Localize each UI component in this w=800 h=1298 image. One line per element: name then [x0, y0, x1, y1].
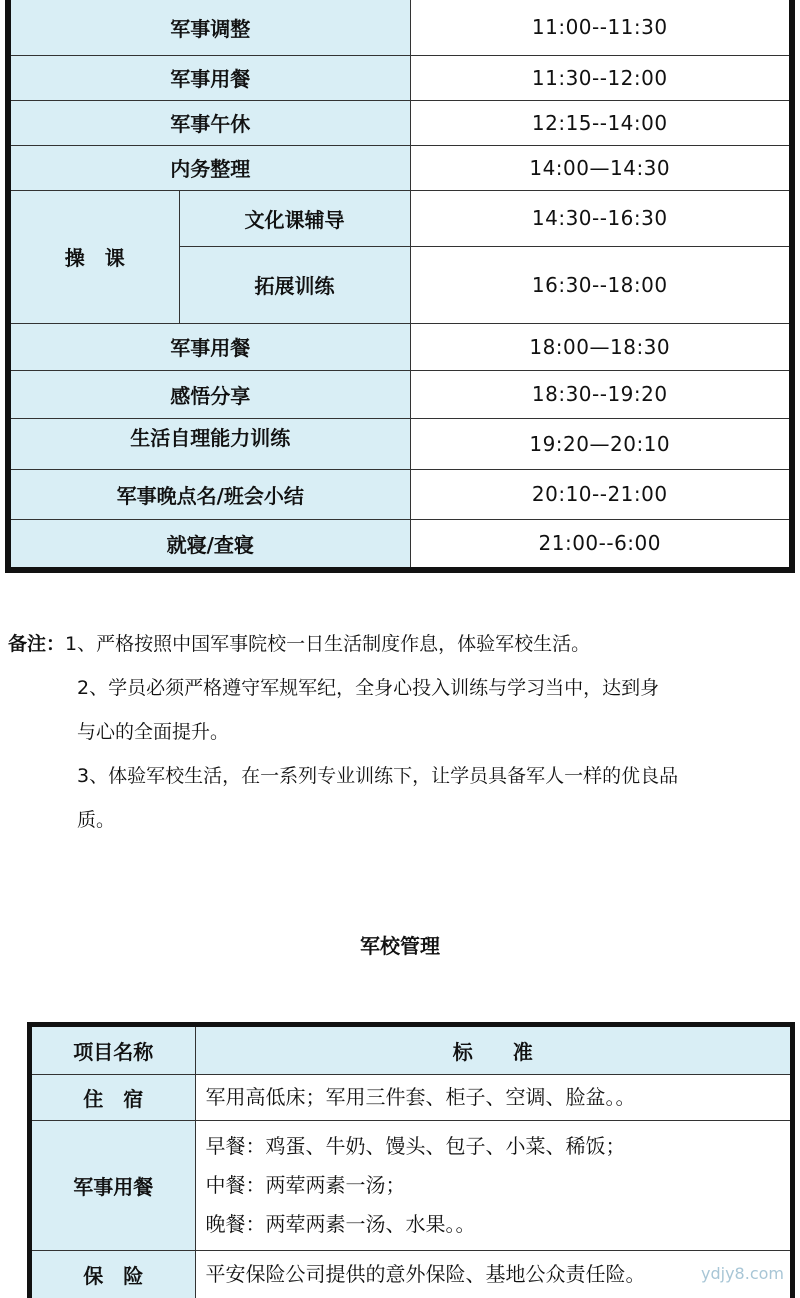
- standard-cell: [195, 1074, 790, 1120]
- table-row: [11, 145, 789, 190]
- time-cell: 21:00--6:00: [410, 519, 789, 567]
- schedule-table: [5, 0, 795, 573]
- time-cell: 19:20—20:10: [410, 418, 789, 469]
- table-row: [11, 100, 789, 145]
- activity-cell: 军事调整: [11, 0, 410, 55]
- note-line: 3、体验军校生活，在一系列专业训练下，让学员具备军人一样的优良品: [77, 765, 679, 787]
- note-line: 2、学员必须严格遵守军规军纪，全身心投入训练与学习当中，达到身: [77, 677, 660, 699]
- standard-cell: [195, 1120, 790, 1250]
- time-cell: 18:30--19:20: [410, 370, 789, 418]
- time-cell: 14:30--16:30: [410, 190, 789, 246]
- activity-cell: 军事晚点名/班会小结: [11, 469, 410, 519]
- notes-section: [8, 622, 793, 842]
- standard-line: 平安保险公司提供的意外保险、基地公众责任险。: [205, 1261, 646, 1286]
- table-row: [32, 1250, 790, 1298]
- time-cell: 11:30--12:00: [410, 55, 789, 100]
- table-row: [11, 418, 789, 469]
- activity-label: 生活自理能力训练: [130, 426, 291, 450]
- section-title: 军校管理: [360, 934, 440, 958]
- table-row: [11, 323, 789, 370]
- item-name-cell: 住 宿: [32, 1074, 195, 1120]
- standard-line: 晚餐：两荤两素一汤、水果。。: [205, 1211, 476, 1236]
- standard-line: 早餐：鸡蛋、牛奶、馒头、包子、小菜、稀饭；: [205, 1133, 626, 1158]
- activity-cell: 拓展训练: [179, 246, 410, 323]
- time-cell: 16:30--18:00: [410, 246, 789, 323]
- column-header: 标 准: [195, 1027, 790, 1074]
- table-row: [11, 190, 789, 246]
- table-row: [11, 370, 789, 418]
- activity-cell: 军事午休: [11, 100, 410, 145]
- notes-label: 备注：: [8, 633, 66, 655]
- column-header: 项目名称: [32, 1027, 195, 1074]
- activity-cell: 内务整理: [11, 145, 410, 190]
- item-name-cell: 军事用餐: [32, 1120, 195, 1250]
- time-cell: 20:10--21:00: [410, 469, 789, 519]
- activity-cell: 文化课辅导: [179, 190, 410, 246]
- note-line: 与心的全面提升。: [77, 721, 230, 743]
- table-row: [11, 519, 789, 567]
- activity-cell: 军事用餐: [11, 323, 410, 370]
- table-row: [11, 55, 789, 100]
- table-row: [11, 469, 789, 519]
- activity-cell: [11, 418, 410, 469]
- table-row: [11, 0, 789, 55]
- note-line: 质。: [77, 809, 116, 831]
- note-line: [8, 622, 793, 666]
- group-cell: 操 课: [11, 190, 179, 323]
- activity-cell: 军事用餐: [11, 55, 410, 100]
- table-row: [32, 1074, 790, 1120]
- management-table: [27, 1022, 795, 1298]
- watermark-text: ydjy8.com: [701, 1264, 784, 1283]
- item-name-cell: 保 险: [32, 1250, 195, 1298]
- activity-cell: 就寝/查寝: [11, 519, 410, 567]
- table-row: [32, 1120, 790, 1250]
- activity-cell: 感悟分享: [11, 370, 410, 418]
- time-cell: 14:00—14:30: [410, 145, 789, 190]
- standard-line: 中餐：两荤两素一汤；: [205, 1172, 406, 1197]
- time-cell: 18:00—18:30: [410, 323, 789, 370]
- table-header-row: [32, 1027, 790, 1074]
- time-cell: 12:15--14:00: [410, 100, 789, 145]
- standard-line: 军用高低床；军用三件套、柜子、空调、脸盆。。: [205, 1084, 636, 1109]
- note-text: 1、严格按照中国军事院校一日生活制度作息，体验军校生活。: [65, 633, 591, 655]
- time-cell: 11:00--11:30: [410, 0, 789, 55]
